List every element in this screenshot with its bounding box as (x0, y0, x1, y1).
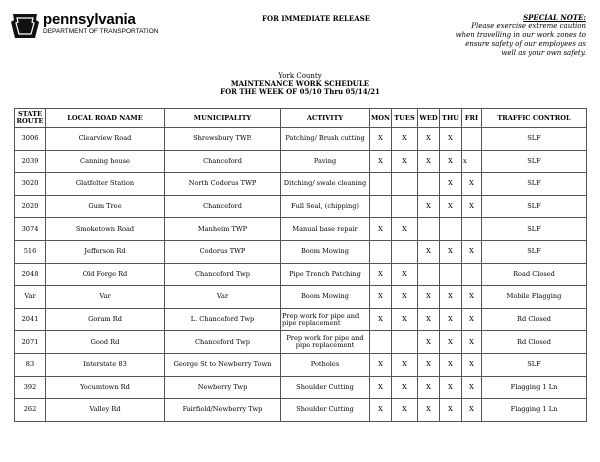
cell-route: 3006 (15, 128, 46, 151)
department-name: DEPARTMENT OF TRANSPORTATION (43, 28, 159, 35)
table-row (15, 353, 587, 376)
cell-activity: Patching/ Brush cutting (281, 128, 370, 151)
table-row (15, 128, 587, 151)
cell-fri: X (462, 308, 482, 331)
table-row (15, 263, 587, 286)
cell-mon: X (370, 263, 392, 286)
table-row (15, 195, 587, 218)
cell-tues: X (392, 128, 418, 151)
cell-wed: X (418, 399, 440, 422)
schedule-title: MAINTENANCE WORK SCHEDULE (230, 79, 370, 88)
keystone-icon (10, 13, 40, 39)
release-label: FOR IMMEDIATE RELEASE (262, 14, 371, 23)
col-thu: THU (440, 109, 462, 128)
cell-mon: X (370, 128, 392, 151)
cell-municipality: Manheim TWP (165, 218, 281, 241)
work-schedule-table (14, 108, 587, 422)
cell-traffic: SLF (482, 173, 587, 196)
cell-road: Glatfelter Station (46, 173, 165, 196)
cell-road: Goram Rd (46, 308, 165, 331)
cell-traffic: Flagging 1 Ln (482, 399, 587, 422)
cell-route: 3020 (15, 173, 46, 196)
cell-municipality: Chanceford (165, 150, 281, 173)
col-traffic-control: TRAFFIC CONTROL (482, 109, 587, 128)
cell-thu: X (440, 376, 462, 399)
brand-name: pennsylvania (43, 11, 136, 28)
county-name: York County (278, 72, 322, 80)
cell-municipality: L. Chanceford Twp (165, 308, 281, 331)
cell-fri: X (462, 240, 482, 263)
cell-wed: X (418, 353, 440, 376)
cell-thu: X (440, 353, 462, 376)
cell-fri: x (462, 150, 482, 173)
cell-activity: Prep work for pipe and pipe replacement (281, 331, 370, 354)
cell-thu: X (440, 150, 462, 173)
cell-mon (370, 240, 392, 263)
table-row (15, 173, 587, 196)
note-line: ensure safety of our employees as (465, 40, 586, 48)
table-row (15, 286, 587, 309)
table-body (15, 128, 587, 422)
special-note (406, 13, 586, 58)
cell-activity: Ditching/ swale cleaning (281, 173, 370, 196)
table-row (15, 376, 587, 399)
cell-municipality: Newberry Twp (165, 376, 281, 399)
schedule-week: FOR THE WEEK OF 05/10 Thru 05/14/21 (220, 87, 380, 96)
cell-activity: Full Seal, (chipping) (281, 195, 370, 218)
cell-road: Clearview Road (46, 128, 165, 151)
cell-road: Old Forge Rd (46, 263, 165, 286)
cell-activity: Prep work for pipe and pipe replacement (281, 308, 370, 331)
col-activity: ACTIVITY (281, 109, 370, 128)
cell-thu: X (440, 195, 462, 218)
cell-municipality: Shrewsbury TWP. (165, 128, 281, 151)
cell-wed: X (418, 308, 440, 331)
cell-thu: X (440, 286, 462, 309)
cell-activity: Shoulder Cutting (281, 399, 370, 422)
cell-traffic: SLF (482, 240, 587, 263)
cell-tues (392, 195, 418, 218)
cell-fri (462, 263, 482, 286)
cell-thu (440, 218, 462, 241)
cell-traffic: SLF (482, 150, 587, 173)
note-line: when travelling in our work zones to (455, 31, 586, 39)
cell-thu: X (440, 399, 462, 422)
cell-road: Var (46, 286, 165, 309)
cell-tues: X (392, 218, 418, 241)
cell-wed: X (418, 128, 440, 151)
schedule-heading (0, 72, 600, 96)
cell-tues: X (392, 150, 418, 173)
cell-thu: X (440, 128, 462, 151)
cell-route: 2020 (15, 195, 46, 218)
cell-traffic: Road Closed (482, 263, 587, 286)
cell-road: Good Rd (46, 331, 165, 354)
cell-route: 2041 (15, 308, 46, 331)
cell-traffic: Rd Closed (482, 308, 587, 331)
cell-road: Smoketown Road (46, 218, 165, 241)
cell-wed: X (418, 240, 440, 263)
cell-thu: X (440, 331, 462, 354)
cell-tues (392, 240, 418, 263)
cell-mon: X (370, 150, 392, 173)
col-fri: FRI (462, 109, 482, 128)
cell-fri (462, 218, 482, 241)
cell-fri: X (462, 376, 482, 399)
table-row (15, 240, 587, 263)
cell-route: 3074 (15, 218, 46, 241)
cell-municipality: Chanceford Twp (165, 263, 281, 286)
cell-activity: Boom Mowing (281, 286, 370, 309)
cell-wed: X (418, 195, 440, 218)
table-row (15, 218, 587, 241)
cell-route: 2039 (15, 150, 46, 173)
cell-tues (392, 331, 418, 354)
table-row (15, 150, 587, 173)
table-row (15, 308, 587, 331)
cell-fri: X (462, 331, 482, 354)
cell-wed (418, 218, 440, 241)
cell-activity: Paving (281, 150, 370, 173)
cell-mon: X (370, 286, 392, 309)
col-wed: WED (418, 109, 440, 128)
cell-fri: X (462, 173, 482, 196)
cell-traffic: Rd Closed (482, 331, 587, 354)
cell-activity: Boom Mowing (281, 240, 370, 263)
cell-municipality: North Codorus TWP (165, 173, 281, 196)
cell-municipality: Fairfield/Newberry Twp (165, 399, 281, 422)
table-header-row (15, 109, 587, 128)
cell-fri: X (462, 399, 482, 422)
cell-traffic: Flagging 1 Ln (482, 376, 587, 399)
cell-road: Canning house (46, 150, 165, 173)
cell-fri: X (462, 195, 482, 218)
cell-wed: X (418, 286, 440, 309)
cell-road: Interstate 83 (46, 353, 165, 376)
cell-route: Var (15, 286, 46, 309)
cell-road: Jefferson Rd (46, 240, 165, 263)
cell-route: 392 (15, 376, 46, 399)
cell-road: Valley Rd (46, 399, 165, 422)
col-state-route: STATE ROUTE (15, 109, 46, 128)
cell-tues: X (392, 376, 418, 399)
cell-traffic: SLF (482, 128, 587, 151)
cell-mon: X (370, 308, 392, 331)
cell-wed (418, 263, 440, 286)
cell-wed: X (418, 150, 440, 173)
cell-thu: X (440, 308, 462, 331)
cell-road: Yocumtown Rd (46, 376, 165, 399)
cell-fri: X (462, 353, 482, 376)
cell-wed: X (418, 331, 440, 354)
cell-traffic: SLF (482, 353, 587, 376)
cell-thu: X (440, 240, 462, 263)
penndot-logo (10, 11, 159, 39)
col-mon: MON (370, 109, 392, 128)
cell-traffic: Mobile Flagging (482, 286, 587, 309)
cell-municipality: Codorus TWP (165, 240, 281, 263)
cell-route: 2071 (15, 331, 46, 354)
cell-municipality: George St to Newberry Town (165, 353, 281, 376)
note-title: SPECIAL NOTE: (523, 13, 586, 22)
cell-road: Gum Tree (46, 195, 165, 218)
cell-municipality: Chanceford (165, 195, 281, 218)
cell-route: 83 (15, 353, 46, 376)
cell-tues: X (392, 263, 418, 286)
note-line: well as your own safety. (501, 49, 586, 57)
cell-mon: X (370, 353, 392, 376)
cell-activity: Pipe Trench Patching (281, 263, 370, 286)
cell-mon (370, 331, 392, 354)
col-municipality: MUNICIPALITY (165, 109, 281, 128)
table-row (15, 399, 587, 422)
note-line: Please exercise extreme caution (471, 22, 586, 30)
cell-thu (440, 263, 462, 286)
cell-municipality: Chanceford Twp (165, 331, 281, 354)
cell-fri (462, 128, 482, 151)
cell-mon: X (370, 376, 392, 399)
cell-tues (392, 173, 418, 196)
cell-mon: X (370, 399, 392, 422)
cell-fri: X (462, 286, 482, 309)
cell-tues: X (392, 308, 418, 331)
cell-tues: X (392, 286, 418, 309)
cell-thu: X (440, 173, 462, 196)
cell-activity: Manual base repair (281, 218, 370, 241)
cell-wed (418, 173, 440, 196)
cell-wed: X (418, 376, 440, 399)
col-tues: TUES (392, 109, 418, 128)
table-row (15, 331, 587, 354)
cell-traffic: SLF (482, 195, 587, 218)
cell-tues: X (392, 353, 418, 376)
cell-route: 516 (15, 240, 46, 263)
cell-activity: Shoulder Cutting (281, 376, 370, 399)
cell-mon (370, 173, 392, 196)
cell-activity: Potholes (281, 353, 370, 376)
cell-route: 2048 (15, 263, 46, 286)
cell-mon (370, 195, 392, 218)
cell-municipality: Var (165, 286, 281, 309)
cell-traffic: SLF (482, 218, 587, 241)
cell-tues: X (392, 399, 418, 422)
cell-route: 262 (15, 399, 46, 422)
cell-mon: X (370, 218, 392, 241)
col-local-road-name: LOCAL ROAD NAME (46, 109, 165, 128)
